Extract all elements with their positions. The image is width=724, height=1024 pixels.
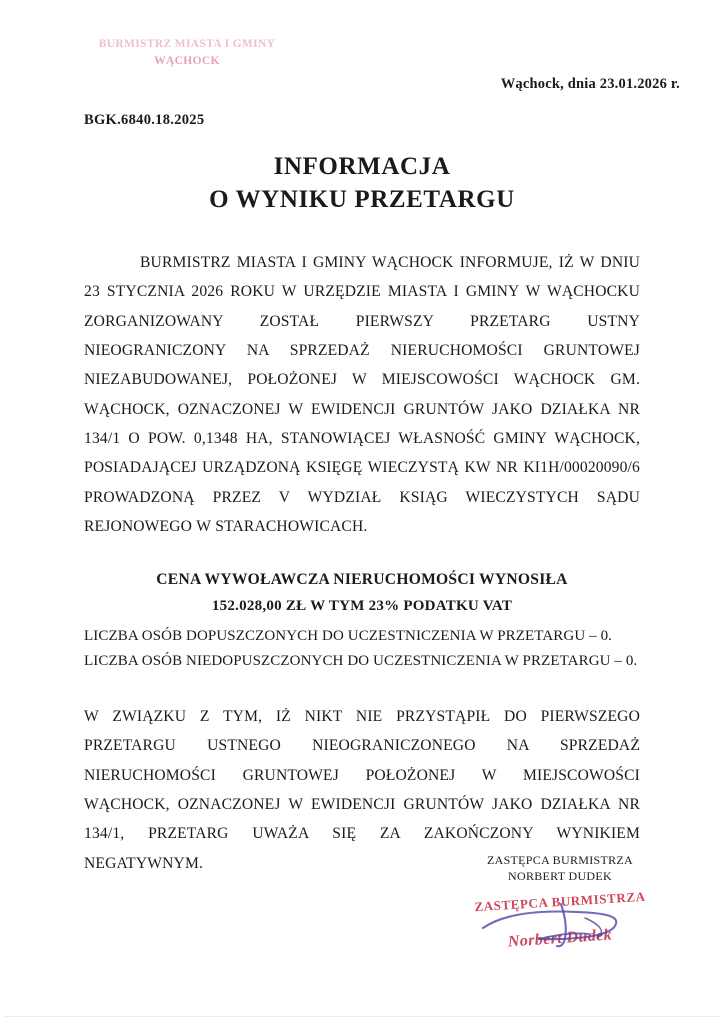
signature-stamp <box>420 890 700 960</box>
participant-counts <box>84 624 664 673</box>
scan-edge-line <box>4 1016 720 1017</box>
signature-printed-name: NORBERT DUDEK <box>508 869 612 884</box>
count-admitted: LICZBA OSÓB DOPUSZCZONYCH DO UCZESTNICZENIA W PRZETARGU – 0. <box>84 628 613 644</box>
office-stamp-line1: BURMISTRZ MIASTA I GMINY <box>98 38 276 50</box>
price-heading: CENA WYWOŁAWCZA NIERUCHOMOŚCI WYNOSIŁA <box>156 571 568 588</box>
signature-block <box>420 852 700 960</box>
main-body <box>84 248 640 541</box>
price-amount: 152.028,00 ZŁ W TYM 23% PODATKU VAT <box>211 598 513 615</box>
office-header-stamp <box>62 36 312 69</box>
signature-stamp-name: Norbert Dudek <box>507 926 613 951</box>
office-stamp-line2: WĄCHOCK <box>154 54 220 67</box>
main-paragraph: BURMISTRZ MIASTA I GMINY WĄCHOCK INFORMUJE, IŻ W DNIU 23 STYCZNIA 2026 ROKU W URZĘDZIE MIASTA I GMINY W WĄCHOCKU ZORGANIZOWANY ZOSTAŁ PIERWSZY PRZETARG USTNY NIEOGRANICZONY NA SPRZEDAŻ NIERUCHOMOŚCI GRUNTOWEJ NIEZABUDOWANEJ, POŁOŻONEJ W MIEJSCOWOŚCI WĄCHOCK GM. WĄCHOCK, OZNACZONEJ W EWIDENCJI GRUNTÓW JAKO DZIAŁKA NR 134/1 O POW. 0,1348 HA, STANOWIĄCEJ WŁASNOŚĆ GMINY WĄCHOCK, POSIADAJĄCEJ URZĄDZONĄ KSIĘGĘ WIECZYSTĄ KW NR KI1H/00020090/6 PROWADZONĄ PRZEZ V WYDZIAŁ KSIĄG WIECZYSTYCH SĄDU REJONOWEGO W STARACHOWICACH. <box>84 254 640 535</box>
signature-printed-title: ZASTĘPCA BURMISTRZA <box>486 853 634 867</box>
title-line-2: O WYNIKU PRZETARGU <box>209 186 515 213</box>
signature-printed <box>420 852 700 884</box>
place-and-date: Wąchock, dnia 23.01.2026 r. <box>500 76 680 92</box>
title-line-1: INFORMACJA <box>273 153 451 180</box>
price-block <box>0 566 724 620</box>
signature-stamp-title: ZASTĘPCA BURMISTRZA <box>473 889 646 915</box>
count-not-admitted: LICZBA OSÓB NIEDOPUSZCZONYCH DO UCZESTNICZENIA W PRZETARGU – 0. <box>84 652 638 669</box>
page-title <box>0 150 724 216</box>
closing-paragraph: W ZWIĄZKU Z TYM, IŻ NIKT NIE PRZYSTĄPIŁ DO PIERWSZEGO PRZETARGU USTNEGO NIEOGRANICZONEGO NA SPRZEDAŻ NIERUCHOMOŚCI GRUNTOWEJ POŁOŻONEJ W MIEJSCOWOŚCI WĄCHOCK, OZNACZONEJ W EWIDENCJI GRUNTÓW JAKO DZIAŁKA NR 134/1, PRZETARG UWAŻA SIĘ ZA ZAKOŃCZONY WYNIKIEM NEGATYWNYM. <box>84 708 640 872</box>
reference-number: BGK.6840.18.2025 <box>84 112 205 128</box>
